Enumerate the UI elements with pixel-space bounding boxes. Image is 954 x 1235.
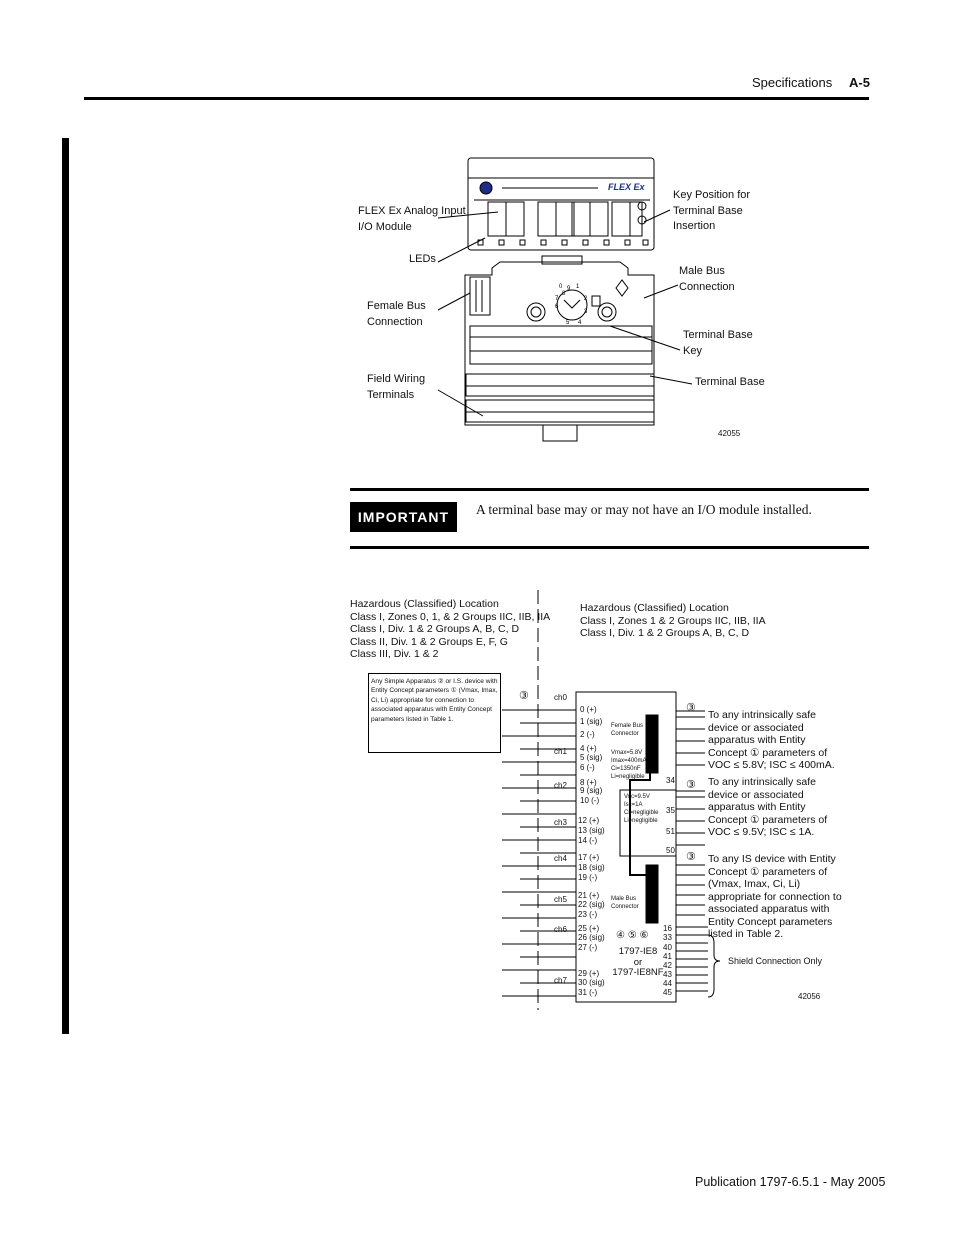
terminal-label: 0 (+) [580,705,597,714]
terminal-label: 13 (sig) [578,826,605,835]
shield-terminal: 44 [663,979,672,988]
bus-pin-number: 50 [666,846,675,855]
terminal-label: 25 (+) [578,924,600,933]
female-bus-connector-label: Female Bus Connector [611,723,644,737]
header-page-number: A-5 [849,75,870,90]
bus-pin-number: 34 [666,776,675,785]
male-bus-connector-pins [646,865,658,923]
female-bus-param: Imax=400mA [611,758,647,764]
channel-label: ch3 [554,818,567,827]
marker-3-top: ③ [686,702,696,714]
male-bus-param: Li=negligible [624,818,658,824]
label-flex-ex-module: FLEX Ex Analog Input I/O Module [358,205,466,233]
dial-digit: 5 [566,320,570,326]
shield-terminal: 45 [663,988,672,997]
module-indicator-icon [480,182,492,194]
terminal-label: 4 (+) [580,744,597,753]
terminal-label: 17 (+) [578,853,600,862]
module-markers: ④ ⑤ ⑥ [616,930,649,941]
important-text: A terminal base may or may not have an I/O module installed. [476,502,812,517]
din-clip [543,425,577,441]
header-section: Specifications [752,75,833,90]
change-bar [62,138,69,1034]
left-hazard-line: Class I, Zones 0, 1, & 2 Groups IIC, IIB, IIA [350,611,551,623]
label-terminal-base: Terminal Base [695,376,765,388]
dial-digit: 9 [567,286,571,292]
important-badge: IMPORTANT [350,502,457,532]
figure1-number: 42055 [718,429,741,438]
male-bus-param: Ci=negligible [624,810,659,816]
led-row [478,240,648,245]
terminal-label: 12 (+) [578,816,600,825]
header-rule [84,97,869,100]
terminal-label: 26 (sig) [578,933,605,942]
terminal-block-lower [466,400,654,422]
left-hazard-line: Class II, Div. 1 & 2 Groups E, F, G [350,636,508,648]
channel-label: ch6 [554,925,567,934]
shield-terminal: 41 [663,952,672,961]
dial-digit: 0 [559,284,563,290]
terminal-label: 2 (-) [580,730,595,739]
important-bottom-rule [350,546,869,549]
label-terminal-base-key: Terminal Base Key [683,329,753,357]
terminal-label: 6 (-) [580,763,595,772]
dial-digit: 8 [562,291,566,297]
left-hazard-line: Class I, Div. 1 & 2 Groups A, B, C, D [350,623,520,635]
terminal-label: 21 (+) [578,891,600,900]
female-bus-param: Li=negligible [611,774,645,780]
marker-3-middle: ③ [686,779,696,791]
label-leds: LEDs [409,253,436,265]
terminal-label: 1 (sig) [580,717,603,726]
important-top-rule [350,488,869,491]
terminal-label: 22 (sig) [578,900,605,909]
shield-terminal: 16 [663,924,672,933]
mounting-hole [527,303,545,321]
terminal-label: 14 (-) [578,836,598,845]
shield-terminal: 42 [663,961,672,970]
terminal-block-upper [466,374,654,396]
channel-label: ch7 [554,976,567,985]
label-male-bus: Male Bus Connection [679,265,735,293]
module-catalog-line: 1797-IE8 [618,946,658,957]
right-hazard-line: Class I, Div. 1 & 2 Groups A, B, C, D [580,627,750,639]
terminal-label: 8 (+) [580,778,597,787]
terminal-label: 5 (sig) [580,753,603,762]
shield-brace [708,935,720,997]
dial-digit: 4 [578,320,582,326]
female-bus-param: Ci=1350nF [611,766,641,772]
bus-pin-number: 51 [666,827,675,836]
module-slots [488,202,642,236]
flexex-brand: FLEX Ex [608,182,645,192]
figure2-number: 42056 [798,992,821,1001]
terminal-label: 19 (-) [578,873,598,882]
simple-apparatus-note [368,673,501,753]
terminal-label: 29 (+) [578,969,600,978]
channel-label: ch0 [554,693,567,702]
shield-terminal: 33 [663,933,672,942]
shield-terminal: 43 [663,970,672,979]
channel-label: ch2 [554,781,567,790]
simple-apparatus-text: Any Simple Apparatus ② or I.S. device with Entity Concept parameters ① (Vmax, Imax, Ci, Li) appropriate for connection to associated apparatus with Entity Concept parameters listed in Table 1. [371,678,498,723]
terminal-label: 30 (sig) [578,978,605,987]
terminal-label: 23 (-) [578,910,598,919]
terminal-label: 18 (sig) [578,863,605,872]
left-hazard-line: Class III, Div. 1 & 2 [350,648,439,660]
female-bus-connector-pins [646,715,658,773]
left-hazard-line: Hazardous (Classified) Location [350,598,499,610]
right-hazard-line: Hazardous (Classified) Location [580,602,729,614]
terminal-label: 10 (-) [580,796,600,805]
bus-pin-number: 35 [666,806,675,815]
shield-label: Shield Connection Only [728,956,823,966]
right-note-is-device: To any IS device with Entity Concept ① parameters of (Vmax, Imax, Ci, Li) appropriate for connection to associated apparatus with Entity Concept parameters listed in Table 2. [708,853,842,940]
right-note-9-5v: To any intrinsically safe device or associated apparatus with Entity Concept ① parameters of VOC ≤ 9.5V; ISC ≤ 1A. [708,776,828,838]
male-bus-param: Isc=1A [624,802,643,808]
mounting-hole [598,303,616,321]
shield-terminal: 40 [663,943,672,952]
label-key-position: Key Position for Terminal Base Insertion [673,189,751,232]
label-field-wiring: Field Wiring Terminals [367,373,426,401]
male-bus-param: Voc=9.5V [624,794,650,800]
terminal-label: 27 (-) [578,943,598,952]
channel-label: ch1 [554,747,567,756]
dial-digit: 2 [584,296,588,302]
right-note-5-8v: To any intrinsically safe device or associated apparatus with Entity Concept ① parameters of VOC ≤ 5.8V; ISC ≤ 400mA. [708,709,835,771]
channel-label: ch4 [554,854,567,863]
terminal-label: 31 (-) [578,988,598,997]
right-hazard-line: Class I, Zones 1 & 2 Groups IIC, IIB, IIA [580,615,766,627]
dial-digit: 6 [555,304,559,310]
dial-digit: 7 [555,296,559,302]
marker-3-left: ③ [519,690,529,702]
module-catalog-line: or [633,957,643,968]
marker-3-bottom: ③ [686,851,696,863]
dial-digit: 3 [584,309,588,315]
label-female-bus: Female Bus Connection [367,300,426,328]
module-catalog-line: 1797-IE8NF [612,967,664,978]
footer-publication: Publication 1797-6.5.1 - May 2005 [695,1175,886,1189]
male-bus-connector-label: Male Bus Connector [611,896,639,910]
terminal-label: 9 (sig) [580,786,603,795]
connector-strip [470,326,652,364]
female-bus-param: Vmax=5.8V [611,750,643,756]
channel-label: ch5 [554,895,567,904]
dial-digit: 1 [576,284,580,290]
